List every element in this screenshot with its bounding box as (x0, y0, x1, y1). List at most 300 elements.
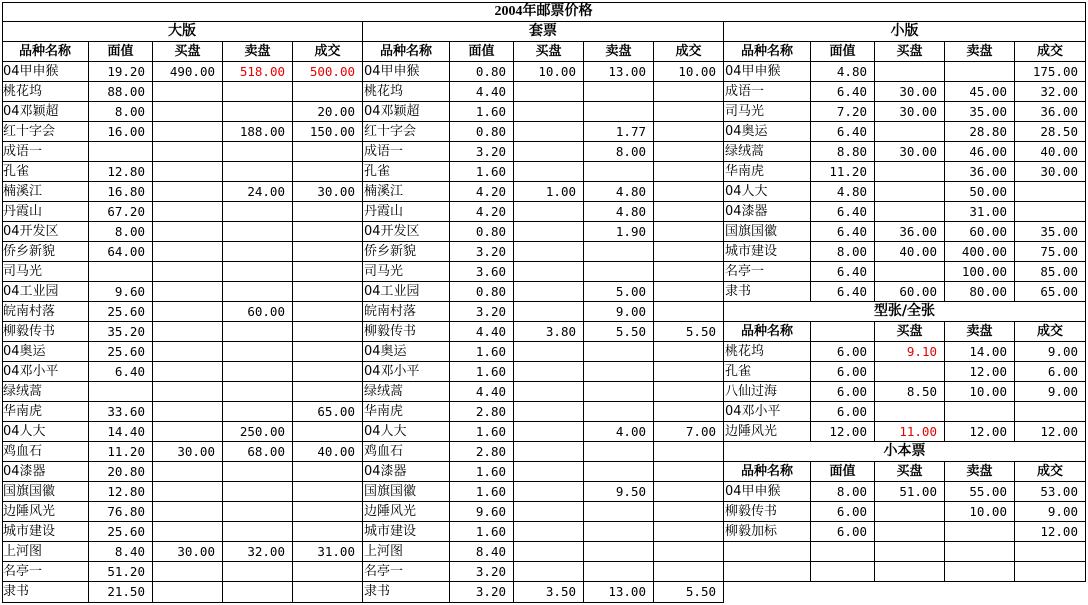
big-cell-deal[interactable] (293, 482, 363, 502)
set-cell-sell[interactable] (584, 342, 654, 362)
big-cell-deal[interactable]: 150.00 (293, 122, 363, 142)
small-cell-name[interactable]: 04甲申猴 (724, 62, 811, 82)
set-cell-sell[interactable] (584, 542, 654, 562)
small-cell-face[interactable]: 6.40 (811, 82, 875, 102)
small-cell-buy[interactable]: 30.00 (875, 102, 945, 122)
big-cell-deal[interactable]: 500.00 (293, 62, 363, 82)
sheet-cell-face[interactable]: 6.00 (811, 402, 875, 422)
sheet-cell-face[interactable]: 6.00 (811, 362, 875, 382)
set-cell-name[interactable]: 国旗国徽 (363, 482, 450, 502)
big-cell-name[interactable]: 04奥运 (2, 342, 89, 362)
set-cell-buy[interactable]: 3.80 (514, 322, 584, 342)
big-cell-name[interactable]: 边陲风光 (2, 502, 89, 522)
small-cell-deal[interactable]: 65.00 (1015, 282, 1086, 302)
sheet-cell-sell[interactable] (945, 402, 1015, 422)
set-cell-sell[interactable]: 1.90 (584, 222, 654, 242)
small-cell-buy[interactable] (875, 122, 945, 142)
set-cell-deal[interactable] (654, 502, 724, 522)
big-cell-buy[interactable] (153, 142, 223, 162)
set-cell-deal[interactable] (654, 482, 724, 502)
big-cell-sell[interactable] (223, 82, 293, 102)
set-cell-name[interactable]: 04工业园 (363, 282, 450, 302)
small-cell-deal[interactable]: 35.00 (1015, 222, 1086, 242)
big-cell-buy[interactable]: 30.00 (153, 442, 223, 462)
set-cell-name[interactable]: 04开发区 (363, 222, 450, 242)
small-cell-name[interactable]: 绿绒蒿 (724, 142, 811, 162)
set-cell-sell[interactable] (584, 402, 654, 422)
small-cell-name[interactable]: 成语一 (724, 82, 811, 102)
set-cell-sell[interactable]: 9.50 (584, 482, 654, 502)
set-cell-buy[interactable] (514, 102, 584, 122)
set-cell-name[interactable]: 侨乡新貌 (363, 242, 450, 262)
set-header-sell[interactable]: 卖盘 (584, 42, 654, 62)
booklet-section-title[interactable]: 小本票 (724, 442, 1086, 462)
big-cell-face[interactable]: 11.20 (89, 442, 153, 462)
set-cell-deal[interactable] (654, 262, 724, 282)
small-cell-deal[interactable]: 40.00 (1015, 142, 1086, 162)
set-cell-face[interactable]: 1.60 (450, 342, 514, 362)
big-cell-buy[interactable] (153, 82, 223, 102)
set-cell-face[interactable]: 0.80 (450, 222, 514, 242)
set-cell-name[interactable]: 楠溪江 (363, 182, 450, 202)
big-cell-buy[interactable] (153, 302, 223, 322)
set-cell-buy[interactable] (514, 342, 584, 362)
big-cell-face[interactable]: 19.20 (89, 62, 153, 82)
big-cell-buy[interactable] (153, 382, 223, 402)
small-cell-name[interactable]: 名亭一 (724, 262, 811, 282)
big-cell-face[interactable]: 20.80 (89, 462, 153, 482)
small-cell-face[interactable]: 6.40 (811, 222, 875, 242)
small-cell-deal[interactable]: 175.00 (1015, 62, 1086, 82)
set-cell-sell[interactable]: 5.00 (584, 282, 654, 302)
set-cell-name[interactable]: 04邓颖超 (363, 102, 450, 122)
big-cell-face[interactable] (89, 142, 153, 162)
set-cell-face[interactable]: 1.60 (450, 482, 514, 502)
set-cell-face[interactable]: 1.60 (450, 102, 514, 122)
small-cell-buy[interactable] (875, 182, 945, 202)
big-cell-deal[interactable] (293, 502, 363, 522)
big-cell-sell[interactable] (223, 582, 293, 603)
set-cell-face[interactable]: 3.20 (450, 242, 514, 262)
set-cell-face[interactable]: 4.40 (450, 322, 514, 342)
set-cell-name[interactable]: 04邓小平 (363, 362, 450, 382)
big-cell-deal[interactable] (293, 202, 363, 222)
big-cell-deal[interactable] (293, 222, 363, 242)
big-cell-sell[interactable] (223, 202, 293, 222)
set-cell-face[interactable]: 4.20 (450, 182, 514, 202)
set-cell-face[interactable]: 4.40 (450, 82, 514, 102)
big-cell-name[interactable]: 隶书 (2, 582, 89, 603)
booklet-cell-sell[interactable] (945, 562, 1015, 582)
small-cell-face[interactable]: 11.20 (811, 162, 875, 182)
set-cell-deal[interactable] (654, 242, 724, 262)
set-cell-name[interactable]: 城市建设 (363, 522, 450, 542)
small-cell-face[interactable]: 6.40 (811, 282, 875, 302)
big-cell-name[interactable]: 04邓颖超 (2, 102, 89, 122)
set-cell-face[interactable]: 9.60 (450, 502, 514, 522)
small-cell-face[interactable]: 8.80 (811, 142, 875, 162)
set-cell-name[interactable]: 04奥运 (363, 342, 450, 362)
set-cell-sell[interactable] (584, 522, 654, 542)
set-cell-sell[interactable]: 4.80 (584, 202, 654, 222)
set-header-deal[interactable]: 成交 (654, 42, 724, 62)
big-cell-name[interactable]: 桃花坞 (2, 82, 89, 102)
small-cell-sell[interactable]: 36.00 (945, 162, 1015, 182)
booklet-cell-buy[interactable]: 51.00 (875, 482, 945, 502)
big-cell-face[interactable]: 51.20 (89, 562, 153, 582)
big-cell-face[interactable]: 21.50 (89, 582, 153, 603)
sheet-section-title[interactable]: 型张/全张 (724, 302, 1086, 322)
small-cell-face[interactable]: 6.40 (811, 122, 875, 142)
small-cell-sell[interactable]: 100.00 (945, 262, 1015, 282)
big-cell-name[interactable]: 楠溪江 (2, 182, 89, 202)
big-cell-name[interactable]: 名亭一 (2, 562, 89, 582)
booklet-cell-buy[interactable] (875, 502, 945, 522)
sheet-header-buy[interactable]: 买盘 (875, 322, 945, 342)
big-cell-buy[interactable] (153, 322, 223, 342)
booklet-cell-sell[interactable] (945, 522, 1015, 542)
booklet-header-deal[interactable]: 成交 (1015, 462, 1086, 482)
sheet-cell-buy[interactable] (875, 362, 945, 382)
big-cell-buy[interactable] (153, 342, 223, 362)
set-cell-deal[interactable] (654, 202, 724, 222)
booklet-cell-deal[interactable] (1015, 562, 1086, 582)
big-cell-buy[interactable] (153, 502, 223, 522)
set-cell-buy[interactable] (514, 222, 584, 242)
small-cell-sell[interactable]: 80.00 (945, 282, 1015, 302)
set-cell-deal[interactable] (654, 182, 724, 202)
booklet-header-sell[interactable]: 卖盘 (945, 462, 1015, 482)
set-cell-name[interactable]: 成语一 (363, 142, 450, 162)
big-cell-name[interactable]: 柳毅传书 (2, 322, 89, 342)
booklet-cell-buy[interactable] (875, 522, 945, 542)
small-cell-face[interactable]: 6.40 (811, 202, 875, 222)
set-cell-buy[interactable] (514, 122, 584, 142)
sheet-cell-name[interactable]: 八仙过海 (724, 382, 811, 402)
big-cell-sell[interactable] (223, 462, 293, 482)
big-cell-name[interactable]: 皖南村落 (2, 302, 89, 322)
sheet-cell-sell[interactable]: 12.00 (945, 422, 1015, 442)
big-cell-buy[interactable] (153, 162, 223, 182)
set-cell-sell[interactable]: 9.00 (584, 302, 654, 322)
big-header-buy[interactable]: 买盘 (153, 42, 223, 62)
small-cell-sell[interactable]: 35.00 (945, 102, 1015, 122)
small-cell-deal[interactable]: 75.00 (1015, 242, 1086, 262)
set-cell-buy[interactable] (514, 562, 584, 582)
big-cell-sell[interactable] (223, 322, 293, 342)
booklet-cell-face[interactable]: 6.00 (811, 522, 875, 542)
big-header-deal[interactable]: 成交 (293, 42, 363, 62)
big-cell-deal[interactable] (293, 462, 363, 482)
big-cell-sell[interactable] (223, 342, 293, 362)
small-header-name[interactable]: 品种名称 (724, 42, 811, 62)
set-cell-sell[interactable]: 5.50 (584, 322, 654, 342)
small-cell-deal[interactable] (1015, 182, 1086, 202)
set-cell-face[interactable]: 0.80 (450, 62, 514, 82)
small-header-deal[interactable]: 成交 (1015, 42, 1086, 62)
big-cell-deal[interactable] (293, 82, 363, 102)
set-cell-sell[interactable] (584, 462, 654, 482)
big-cell-sell[interactable] (223, 402, 293, 422)
big-cell-face[interactable]: 88.00 (89, 82, 153, 102)
big-cell-buy[interactable] (153, 122, 223, 142)
big-cell-buy[interactable] (153, 402, 223, 422)
sheet-title[interactable]: 2004年邮票价格 (2, 2, 1086, 22)
small-cell-sell[interactable] (945, 62, 1015, 82)
set-cell-sell[interactable] (584, 362, 654, 382)
small-cell-face[interactable]: 4.80 (811, 182, 875, 202)
big-cell-name[interactable]: 04开发区 (2, 222, 89, 242)
set-cell-face[interactable]: 2.80 (450, 442, 514, 462)
set-cell-name[interactable]: 隶书 (363, 582, 450, 603)
set-cell-face[interactable]: 1.60 (450, 162, 514, 182)
set-cell-deal[interactable] (654, 382, 724, 402)
big-cell-name[interactable]: 上河图 (2, 542, 89, 562)
set-cell-sell[interactable] (584, 102, 654, 122)
sheet-cell-name[interactable]: 04邓小平 (724, 402, 811, 422)
sheet-cell-deal[interactable]: 9.00 (1015, 342, 1086, 362)
booklet-cell-face[interactable] (811, 562, 875, 582)
set-cell-deal[interactable]: 5.50 (654, 322, 724, 342)
sheet-cell-sell[interactable]: 10.00 (945, 382, 1015, 402)
set-cell-deal[interactable] (654, 222, 724, 242)
small-cell-deal[interactable]: 85.00 (1015, 262, 1086, 282)
small-header-sell[interactable]: 卖盘 (945, 42, 1015, 62)
set-cell-deal[interactable] (654, 82, 724, 102)
booklet-cell-deal[interactable]: 12.00 (1015, 522, 1086, 542)
booklet-header-name[interactable]: 品种名称 (724, 462, 811, 482)
big-cell-deal[interactable] (293, 342, 363, 362)
small-cell-name[interactable]: 华南虎 (724, 162, 811, 182)
big-cell-name[interactable]: 孔雀 (2, 162, 89, 182)
set-cell-sell[interactable] (584, 262, 654, 282)
set-cell-name[interactable]: 柳毅传书 (363, 322, 450, 342)
small-cell-sell[interactable]: 31.00 (945, 202, 1015, 222)
big-cell-buy[interactable] (153, 522, 223, 542)
small-cell-sell[interactable]: 46.00 (945, 142, 1015, 162)
set-cell-face[interactable]: 1.60 (450, 422, 514, 442)
booklet-cell-buy[interactable] (875, 562, 945, 582)
sheet-cell-buy[interactable]: 9.10 (875, 342, 945, 362)
small-cell-face[interactable]: 7.20 (811, 102, 875, 122)
set-header-name[interactable]: 品种名称 (363, 42, 450, 62)
set-cell-buy[interactable]: 10.00 (514, 62, 584, 82)
sheet-cell-face[interactable]: 12.00 (811, 422, 875, 442)
big-cell-deal[interactable] (293, 422, 363, 442)
set-cell-name[interactable]: 桃花坞 (363, 82, 450, 102)
small-cell-name[interactable]: 司马光 (724, 102, 811, 122)
set-cell-buy[interactable] (514, 522, 584, 542)
set-cell-sell[interactable]: 8.00 (584, 142, 654, 162)
big-cell-face[interactable]: 9.60 (89, 282, 153, 302)
sheet-cell-name[interactable]: 边陲风光 (724, 422, 811, 442)
small-cell-name[interactable]: 国旗国徽 (724, 222, 811, 242)
small-cell-sell[interactable]: 60.00 (945, 222, 1015, 242)
set-cell-name[interactable]: 04人大 (363, 422, 450, 442)
set-cell-deal[interactable] (654, 442, 724, 462)
small-cell-deal[interactable] (1015, 202, 1086, 222)
big-cell-name[interactable]: 04邓小平 (2, 362, 89, 382)
set-cell-name[interactable]: 丹霞山 (363, 202, 450, 222)
big-cell-name[interactable]: 成语一 (2, 142, 89, 162)
big-cell-name[interactable]: 04人大 (2, 422, 89, 442)
big-cell-name[interactable]: 华南虎 (2, 402, 89, 422)
set-cell-face[interactable]: 3.20 (450, 142, 514, 162)
set-cell-buy[interactable] (514, 162, 584, 182)
set-cell-deal[interactable]: 5.50 (654, 582, 724, 603)
sheet-cell-name[interactable]: 孔雀 (724, 362, 811, 382)
set-cell-face[interactable]: 1.60 (450, 522, 514, 542)
small-cell-deal[interactable]: 32.00 (1015, 82, 1086, 102)
big-cell-sell[interactable] (223, 282, 293, 302)
big-cell-deal[interactable] (293, 362, 363, 382)
big-cell-face[interactable]: 8.40 (89, 542, 153, 562)
set-cell-buy[interactable] (514, 542, 584, 562)
small-cell-sell[interactable]: 28.80 (945, 122, 1015, 142)
set-cell-buy[interactable] (514, 382, 584, 402)
big-cell-sell[interactable]: 68.00 (223, 442, 293, 462)
set-cell-face[interactable]: 0.80 (450, 122, 514, 142)
set-cell-name[interactable]: 04甲申猴 (363, 62, 450, 82)
set-cell-face[interactable]: 1.60 (450, 362, 514, 382)
set-cell-buy[interactable] (514, 482, 584, 502)
booklet-cell-name[interactable] (724, 562, 811, 582)
booklet-cell-deal[interactable] (1015, 542, 1086, 562)
big-cell-name[interactable]: 侨乡新貌 (2, 242, 89, 262)
booklet-cell-deal[interactable]: 9.00 (1015, 502, 1086, 522)
small-cell-name[interactable]: 04奥运 (724, 122, 811, 142)
sheet-cell-deal[interactable]: 6.00 (1015, 362, 1086, 382)
booklet-cell-name[interactable]: 柳毅加标 (724, 522, 811, 542)
big-cell-sell[interactable] (223, 362, 293, 382)
set-cell-buy[interactable] (514, 262, 584, 282)
big-cell-face[interactable]: 35.20 (89, 322, 153, 342)
big-cell-sell[interactable] (223, 502, 293, 522)
big-cell-buy[interactable]: 490.00 (153, 62, 223, 82)
set-cell-name[interactable]: 上河图 (363, 542, 450, 562)
big-cell-face[interactable]: 14.40 (89, 422, 153, 442)
small-cell-deal[interactable]: 36.00 (1015, 102, 1086, 122)
booklet-header-buy[interactable]: 买盘 (875, 462, 945, 482)
small-cell-name[interactable]: 04人大 (724, 182, 811, 202)
set-cell-name[interactable]: 鸡血石 (363, 442, 450, 462)
big-cell-deal[interactable] (293, 382, 363, 402)
big-cell-sell[interactable]: 250.00 (223, 422, 293, 442)
small-cell-face[interactable]: 8.00 (811, 242, 875, 262)
big-cell-buy[interactable] (153, 102, 223, 122)
big-cell-name[interactable]: 04甲申猴 (2, 62, 89, 82)
big-cell-deal[interactable]: 31.00 (293, 542, 363, 562)
set-cell-deal[interactable] (654, 342, 724, 362)
big-cell-name[interactable]: 04漆器 (2, 462, 89, 482)
big-cell-sell[interactable] (223, 242, 293, 262)
set-cell-name[interactable]: 华南虎 (363, 402, 450, 422)
big-cell-name[interactable]: 红十字会 (2, 122, 89, 142)
big-cell-face[interactable] (89, 382, 153, 402)
sheet-cell-name[interactable]: 桃花坞 (724, 342, 811, 362)
big-cell-sell[interactable]: 24.00 (223, 182, 293, 202)
set-cell-face[interactable]: 3.20 (450, 562, 514, 582)
big-cell-face[interactable]: 76.80 (89, 502, 153, 522)
set-cell-buy[interactable] (514, 362, 584, 382)
big-cell-face[interactable]: 25.60 (89, 342, 153, 362)
big-cell-name[interactable]: 城市建设 (2, 522, 89, 542)
set-cell-deal[interactable] (654, 362, 724, 382)
set-cell-deal[interactable] (654, 402, 724, 422)
set-cell-sell[interactable] (584, 502, 654, 522)
set-cell-face[interactable]: 4.20 (450, 202, 514, 222)
set-cell-buy[interactable]: 3.50 (514, 582, 584, 603)
small-cell-buy[interactable] (875, 62, 945, 82)
big-cell-sell[interactable]: 188.00 (223, 122, 293, 142)
set-cell-sell[interactable]: 1.77 (584, 122, 654, 142)
big-cell-name[interactable]: 绿绒蒿 (2, 382, 89, 402)
set-cell-sell[interactable]: 13.00 (584, 582, 654, 603)
big-cell-deal[interactable] (293, 302, 363, 322)
set-cell-name[interactable]: 绿绒蒿 (363, 382, 450, 402)
sheet-cell-deal[interactable] (1015, 402, 1086, 422)
booklet-cell-sell[interactable]: 55.00 (945, 482, 1015, 502)
small-cell-buy[interactable]: 30.00 (875, 82, 945, 102)
sheet-header-face[interactable] (811, 322, 875, 342)
set-cell-buy[interactable] (514, 242, 584, 262)
set-cell-face[interactable]: 1.60 (450, 462, 514, 482)
big-cell-name[interactable]: 04工业园 (2, 282, 89, 302)
sheet-cell-face[interactable]: 6.00 (811, 342, 875, 362)
small-cell-buy[interactable]: 40.00 (875, 242, 945, 262)
big-cell-name[interactable]: 国旗国徽 (2, 482, 89, 502)
big-cell-deal[interactable]: 40.00 (293, 442, 363, 462)
set-cell-deal[interactable]: 10.00 (654, 62, 724, 82)
booklet-cell-name[interactable]: 04甲申猴 (724, 482, 811, 502)
big-cell-sell[interactable] (223, 382, 293, 402)
big-cell-sell[interactable]: 32.00 (223, 542, 293, 562)
big-cell-face[interactable]: 25.60 (89, 302, 153, 322)
big-cell-deal[interactable] (293, 562, 363, 582)
sheet-header-name[interactable]: 品种名称 (724, 322, 811, 342)
sheet-cell-buy[interactable] (875, 402, 945, 422)
booklet-header-face[interactable]: 面值 (811, 462, 875, 482)
set-cell-face[interactable]: 2.80 (450, 402, 514, 422)
set-cell-sell[interactable]: 13.00 (584, 62, 654, 82)
small-cell-buy[interactable]: 30.00 (875, 142, 945, 162)
sheet-header-deal[interactable]: 成交 (1015, 322, 1086, 342)
set-cell-face[interactable]: 3.60 (450, 262, 514, 282)
big-cell-sell[interactable]: 60.00 (223, 302, 293, 322)
big-cell-buy[interactable] (153, 242, 223, 262)
big-cell-deal[interactable]: 20.00 (293, 102, 363, 122)
big-cell-sell[interactable]: 518.00 (223, 62, 293, 82)
set-cell-deal[interactable] (654, 162, 724, 182)
big-cell-deal[interactable] (293, 322, 363, 342)
big-cell-sell[interactable] (223, 222, 293, 242)
big-cell-sell[interactable] (223, 102, 293, 122)
big-cell-buy[interactable] (153, 222, 223, 242)
big-cell-buy[interactable] (153, 282, 223, 302)
small-cell-sell[interactable]: 45.00 (945, 82, 1015, 102)
small-cell-buy[interactable] (875, 262, 945, 282)
set-cell-deal[interactable] (654, 102, 724, 122)
sheet-cell-sell[interactable]: 12.00 (945, 362, 1015, 382)
small-header-buy[interactable]: 买盘 (875, 42, 945, 62)
big-cell-deal[interactable] (293, 262, 363, 282)
set-cell-face[interactable]: 3.20 (450, 302, 514, 322)
big-cell-buy[interactable] (153, 582, 223, 603)
sheet-cell-deal[interactable]: 9.00 (1015, 382, 1086, 402)
set-cell-sell[interactable] (584, 382, 654, 402)
set-cell-sell[interactable] (584, 562, 654, 582)
set-cell-sell[interactable]: 4.00 (584, 422, 654, 442)
